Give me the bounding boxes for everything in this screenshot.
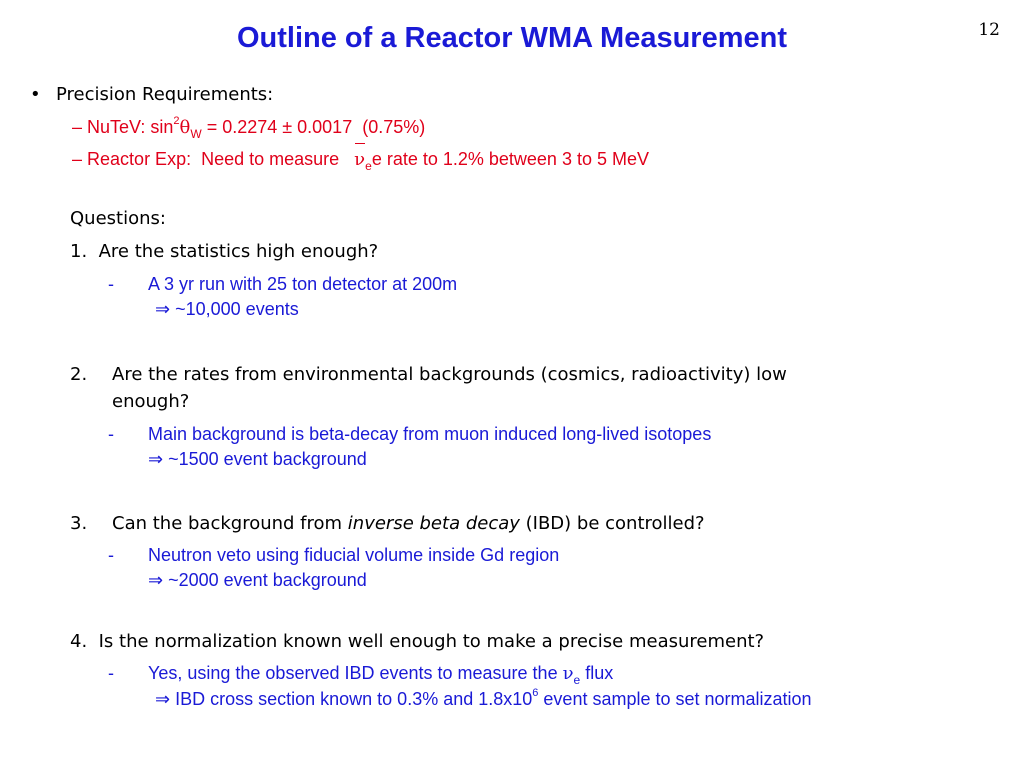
nutev-exponent: 2 [173, 115, 180, 127]
reactor-prefix: Reactor Exp: Need to measure [87, 149, 350, 169]
result-3-text: ~2000 event background [168, 570, 367, 590]
questions-label: Questions: [70, 208, 166, 229]
answer-4 [148, 663, 614, 687]
answer-dash: - [108, 663, 114, 683]
nu-symbol: ν [562, 663, 574, 684]
result-4-suffix: event sample to set normalization [538, 689, 812, 709]
result-1-text: ~10,000 events [175, 299, 299, 319]
question-3-italic: inverse beta decay [347, 513, 520, 534]
antineutrino-symbol [354, 149, 365, 170]
implies-icon: ⇒ [148, 449, 164, 469]
question-4: 4. Is the normalization known well enough to make a precise measurement? [70, 631, 765, 652]
result-4-prefix: IBD cross section known to 0.3% and 1.8x10 [170, 689, 533, 709]
bullet-dot-icon: • [30, 84, 41, 105]
nutev-value: = 0.2274 ± 0.0017 (0.75%) [201, 117, 426, 137]
answer-4-suffix: flux [580, 663, 614, 683]
question-2-line2: enough? [112, 391, 190, 412]
result-1 [155, 299, 299, 320]
overbar [355, 143, 365, 144]
question-2-line1: Are the rates from environmental backgrounds (cosmics, radioactivity) low [112, 364, 787, 385]
reactor-rest: e rate to 1.2% between 3 to 5 MeV [371, 149, 649, 169]
result-3 [148, 570, 367, 591]
question-3 [112, 513, 705, 534]
answer-dash: - [108, 274, 114, 294]
implies-icon: ⇒ [155, 299, 171, 319]
dash-marker: – [72, 117, 83, 137]
answer-4-prefix: Yes, using the observed IBD events to measure the [148, 663, 563, 683]
question-3-number: 3. [70, 513, 88, 534]
dash-marker: – [72, 149, 83, 169]
answer-dash: - [108, 424, 114, 444]
answer-dash: - [108, 545, 114, 565]
page-number: 12 [978, 20, 1000, 40]
slide-title: Outline of a Reactor WMA Measurement [236, 22, 787, 54]
question-3-suffix: (IBD) be controlled? [519, 513, 705, 534]
answer-1: A 3 yr run with 25 ton detector at 200m [148, 274, 458, 294]
answer-2: Main background is beta-decay from muon induced long-lived isotopes [148, 424, 712, 444]
nutev-prefix: NuTeV: sin [87, 117, 174, 137]
result-2-text: ~1500 event background [168, 449, 367, 469]
nu-symbol: ν [354, 149, 366, 170]
nu-subscript: e [365, 159, 372, 173]
nu-subscript: e [573, 673, 581, 687]
theta-symbol: θ [179, 117, 191, 138]
implies-icon: ⇒ [148, 570, 164, 590]
result-2 [148, 449, 367, 470]
question-2-number: 2. [70, 364, 88, 385]
result-4 [155, 689, 812, 710]
precision-heading: Precision Requirements: [56, 84, 274, 105]
answer-3: Neutron veto using fiducial volume inside Gd region [148, 545, 560, 565]
nutev-line [72, 115, 426, 141]
question-3-prefix: Can the background from [112, 513, 348, 534]
reactor-line [72, 149, 649, 173]
result-4-exponent: 6 [532, 687, 539, 699]
nutev-subscript: W [190, 127, 202, 141]
question-1: 1. Are the statistics high enough? [70, 241, 379, 262]
implies-icon: ⇒ [155, 689, 171, 709]
